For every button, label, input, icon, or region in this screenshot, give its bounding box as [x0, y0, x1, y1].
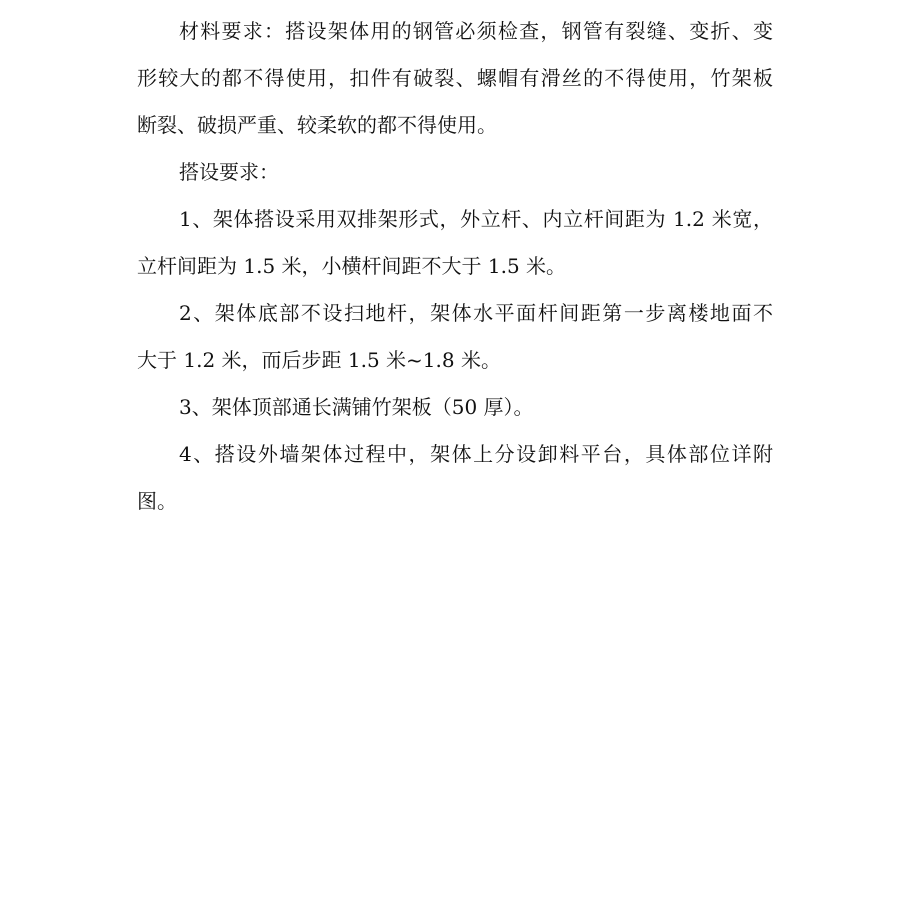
document-body [137, 20, 773, 513]
paragraph-item-4-line-2: 图。 [137, 489, 177, 513]
paragraph-item-3-line-1: 3、架体顶部通长满铺竹架板（50 厚）。 [179, 395, 534, 419]
paragraph-item-2-line-2: 大于 1.2 米，而后步距 1.5 米~1.8 米。 [137, 348, 501, 372]
paragraph-item-2-line-1: 2、架体底部不设扫地杆，架体水平面杆间距第一步离楼地面不 [179, 301, 773, 325]
paragraph-item-1-line-2: 立杆间距为 1.5 米，小横杆间距不大于 1.5 米。 [137, 254, 567, 278]
paragraph-materials-line-3: 断裂、破损严重、较柔软的都不得使用。 [137, 113, 497, 137]
paragraph-setup-heading: 搭设要求： [179, 160, 279, 184]
paragraph-item-1-line-1: 1、架体搭设采用双排架形式，外立杆、内立杆间距为 1.2 米宽， [179, 207, 773, 231]
paragraph-materials-line-1: 材料要求：搭设架体用的钢管必须检查，钢管有裂缝、变折、变 [179, 19, 773, 43]
paragraph-item-4-line-1: 4、搭设外墙架体过程中，架体上分设卸料平台，具体部位详附 [179, 442, 773, 466]
paragraph-materials-line-2: 形较大的都不得使用，扣件有破裂、螺帽有滑丝的不得使用，竹架板 [137, 66, 773, 90]
